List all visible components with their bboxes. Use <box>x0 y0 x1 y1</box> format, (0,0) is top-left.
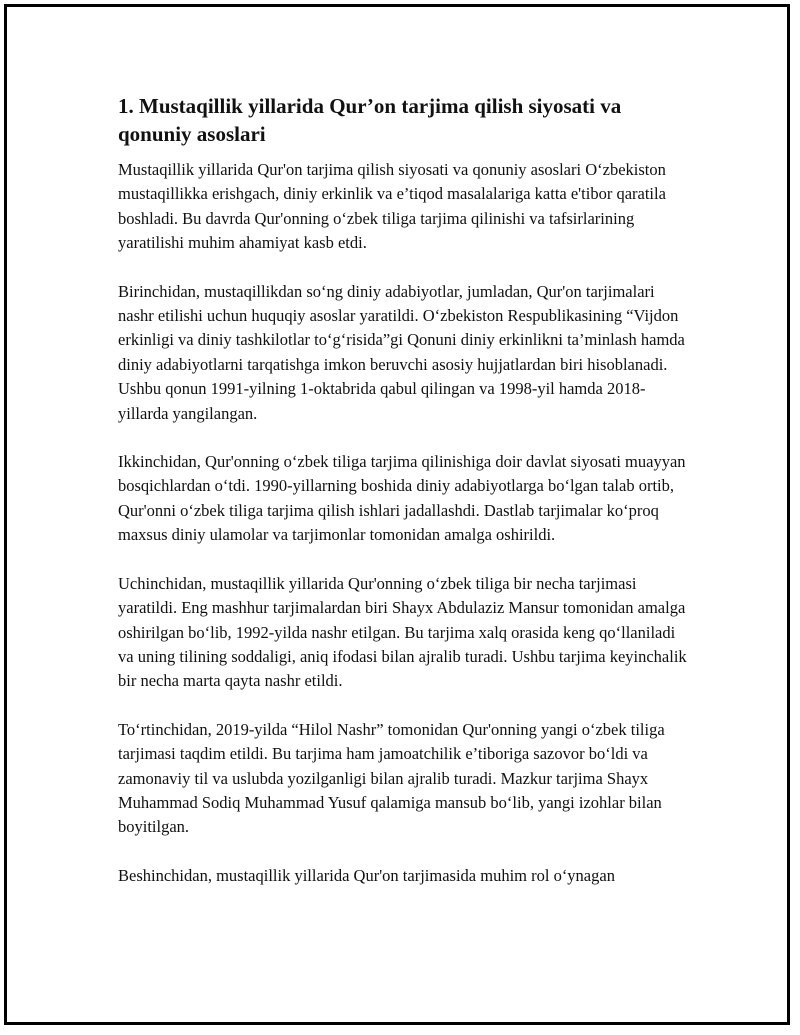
paragraph-third: Uchinchidan, mustaqillik yillarida Qur'onning o‘zbek tiliga bir necha tarjimasi yaratildi. Eng mashhur tarjimalardan biri Shayx Abdulaziz Mansur tomonidan amalga oshirilgan bo‘lib, 1992-yilda nashr etilgan. Bu tarjima xalq orasida keng qo‘llaniladi va uning tilining soddaligi, aniq ifodasi bilan ajralib turadi. Ushbu tarjima keyinchalik bir necha marta qayta nashr etildi. <box>118 573 687 691</box>
document-body <box>118 92 688 912</box>
paragraph-first: Birinchidan, mustaqillikdan so‘ng diniy adabiyotlar, jumladan, Qur'on tarjimalari nashr etilishi uchun huquqiy asoslar yaratildi. O‘zbekiston Respublikasining “Vijdon erkinligi va diniy tashkilotlar to‘g‘risida”gi Qonuni diniy erkinlikni ta’minlash hamda diniy adabiyotlarni tarqatishga imkon beruvchi asosiy hujjatlardan biri hisoblanadi. Ushbu qonun 1991-yilning 1-oktabrida qabul qilingan va 1998-yil hamda 2018-yillarda yangilangan. <box>118 281 685 423</box>
paragraph-intro: Mustaqillik yillarida Qur'on tarjima qilish siyosati va qonuniy asoslari O‘zbekiston mustaqillikka erishgach, diniy erkinlik va e’tiqod masalalariga katta e'tibor qaratila boshladi. Bu davrda Qur'onning o‘zbek tiliga tarjima qilinishi va tafsirlarining yaratilishi muhim ahamiyat kasb etdi. <box>118 160 666 253</box>
section-heading: 1. Mustaqillik yillarida Qur’on tarjima qilish siyosati va qonuniy asoslari <box>118 94 622 146</box>
paragraph-fifth: Beshinchidan, mustaqillik yillarida Qur'on tarjimasida muhim rol o‘ynagan <box>118 865 615 885</box>
paragraph-fourth: To‘rtinchidan, 2019-yilda “Hilol Nashr” tomonidan Qur'onning yangi o‘zbek tiliga tarjimasi taqdim etildi. Bu tarjima ham jamoatchilik e’tiboriga sazovor bo‘ldi va zamonaviy til va uslubda yozilganligi bilan ajralib turadi. Mazkur tarjima Shayx Muhammad Sodiq Muhammad Yusuf qalamiga mansub bo‘lib, yangi izohlar bilan boyitilgan. <box>118 719 665 837</box>
paragraph-second: Ikkinchidan, Qur'onning o‘zbek tiliga tarjima qilinishiga doir davlat siyosati muayyan bosqichlardan o‘tdi. 1990-yillarning boshida diniy adabiyotlarga bo‘lgan talab ortib, Qur'onni o‘zbek tiliga tarjima qilish ishlari jadallashdi. Dastlab tarjimalar ko‘proq maxsus diniy ulamolar va tarjimonlar tomonidan amalga oshirildi. <box>118 452 686 545</box>
